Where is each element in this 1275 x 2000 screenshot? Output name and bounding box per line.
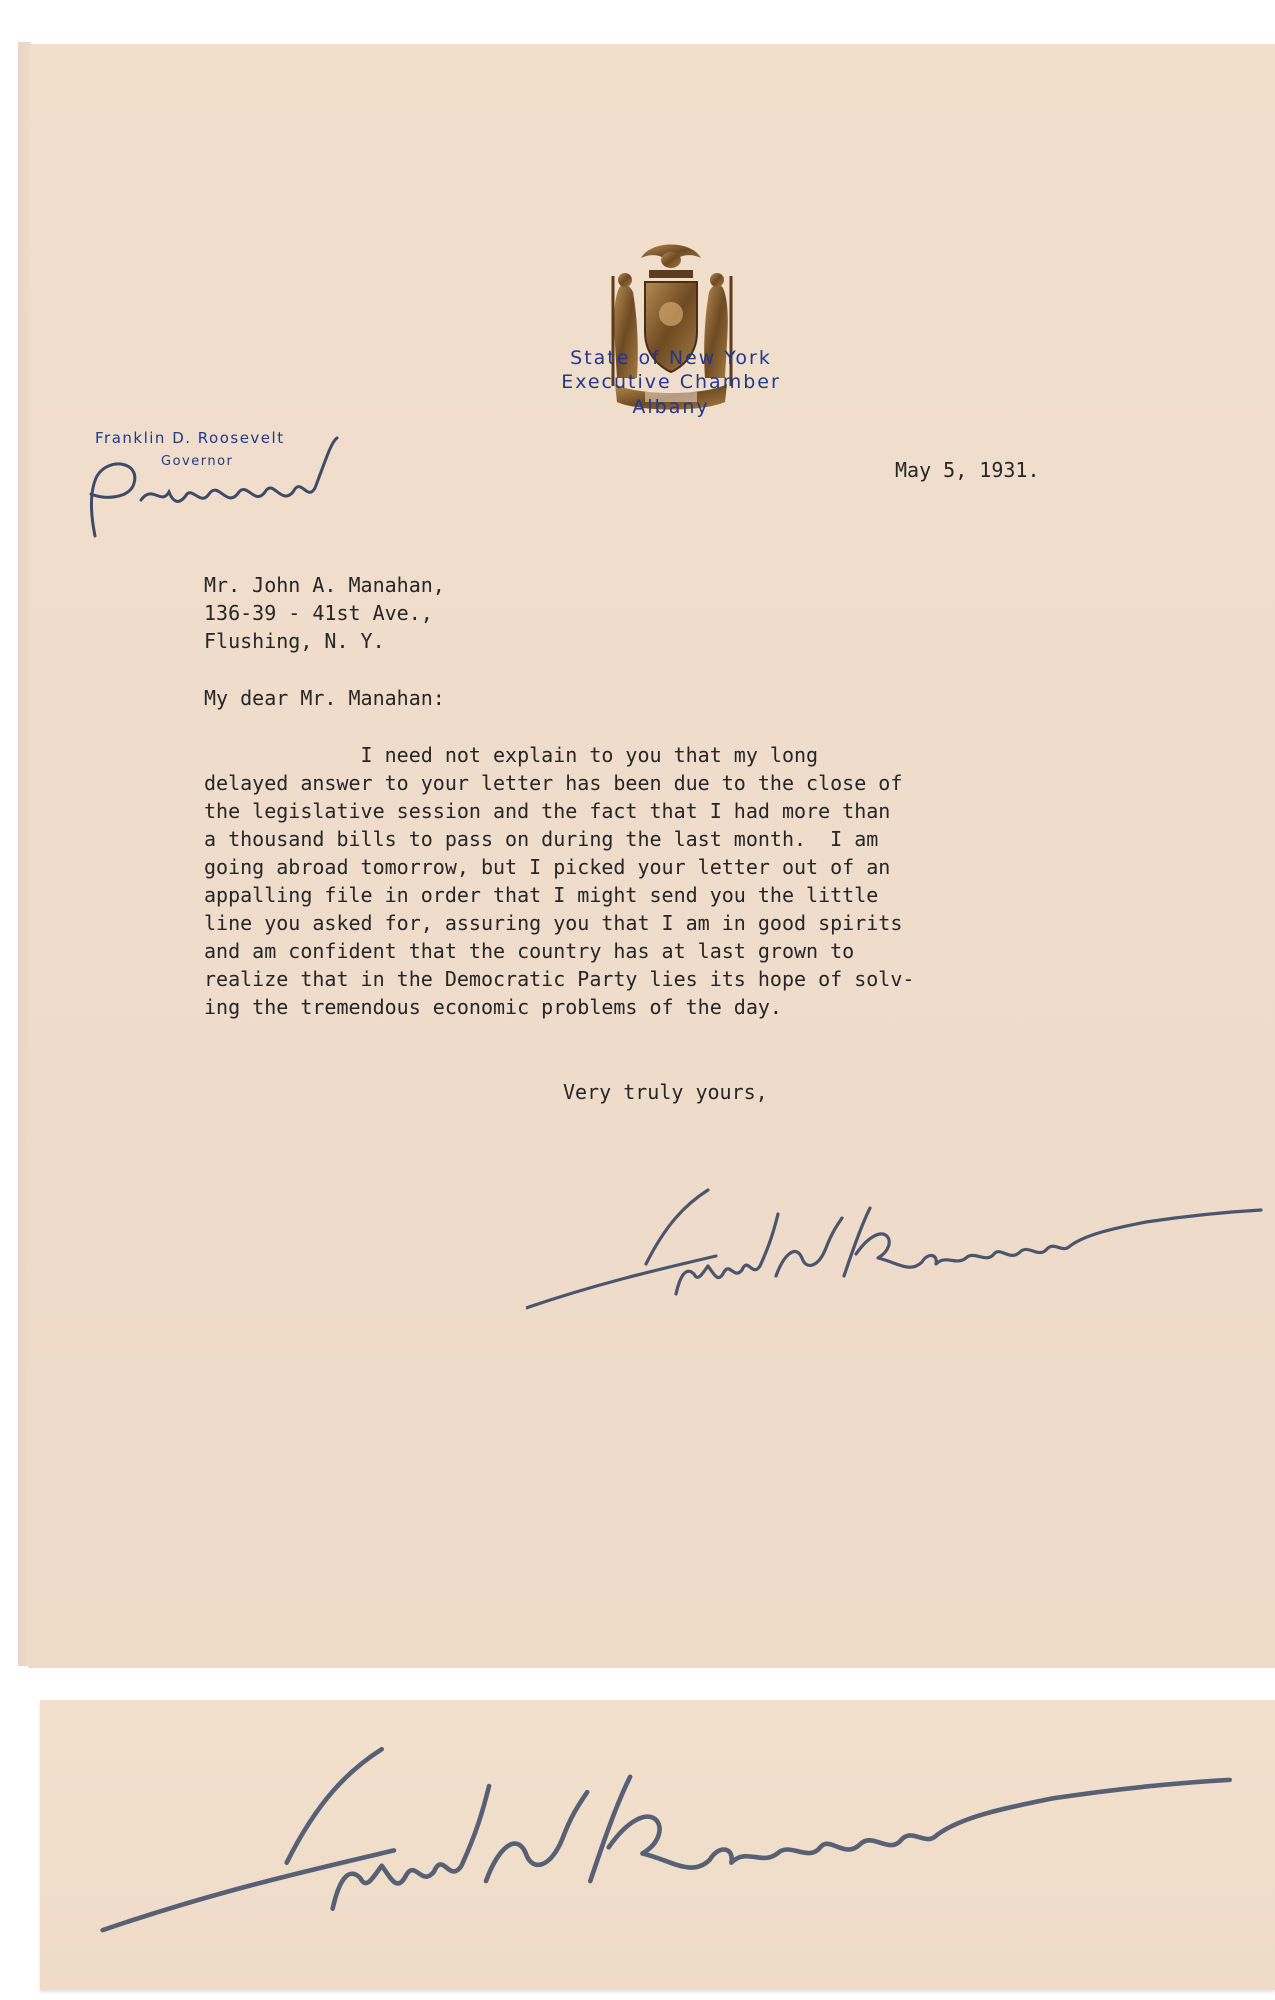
signature-enlarged bbox=[80, 1740, 1260, 1970]
body-line: going abroad tomorrow, but I picked your letter out of an bbox=[204, 855, 891, 879]
letterhead-city: Albany bbox=[632, 396, 710, 418]
recipient-city: Flushing, N. Y. bbox=[204, 629, 385, 653]
letterhead-chamber: Executive Chamber bbox=[561, 371, 781, 393]
letter-date: May 5, 1931. bbox=[895, 458, 1040, 482]
signature bbox=[526, 1184, 1266, 1334]
closing: Very truly yours, bbox=[563, 1080, 768, 1104]
body-line: line you asked for, assuring you that I am in good spirits bbox=[204, 911, 903, 935]
body-line: the legislative session and the fact that I had more than bbox=[204, 799, 891, 823]
salutation: My dear Mr. Manahan: bbox=[204, 686, 445, 710]
letterhead-state: State of New York bbox=[570, 347, 772, 369]
body-line: delayed answer to your letter has been due to the close of bbox=[204, 771, 903, 795]
letter-page bbox=[29, 44, 1275, 1668]
sender-name: Franklin D. Roosevelt bbox=[95, 429, 285, 447]
sender-title: Governor bbox=[161, 454, 234, 469]
personal-handwritten-annotation bbox=[61, 436, 391, 546]
recipient-street: 136-39 - 41st Ave., bbox=[204, 601, 433, 625]
body-line: a thousand bills to pass on during the last month. I am bbox=[204, 827, 879, 851]
body-line: appalling file in order that I might send you the little bbox=[204, 883, 879, 907]
body-line: realize that in the Democratic Party lies its hope of solv- bbox=[204, 967, 915, 991]
body-line: I need not explain to you that my long bbox=[204, 743, 819, 767]
body-line: and am confident that the country has at last grown to bbox=[204, 939, 855, 963]
signature-detail-inset bbox=[40, 1700, 1275, 1990]
body-line: ing the tremendous economic problems of the day. bbox=[204, 995, 782, 1019]
recipient-name: Mr. John A. Manahan, bbox=[204, 573, 445, 597]
